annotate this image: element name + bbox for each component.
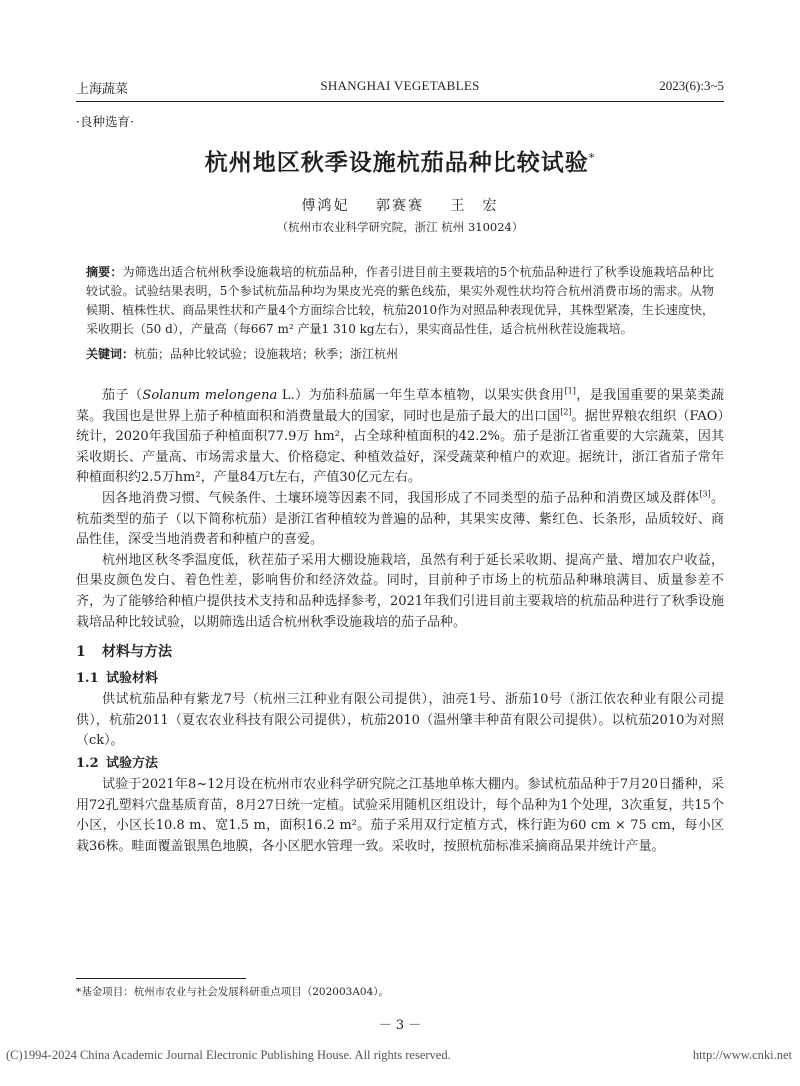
abstract-text: 为筛选出适合杭州秋季设施栽培的杭茄品种，作者引进目前主要栽培的5个杭茄品种进行了秋季设施栽培品种比较试验。试验结果表明，5个参试杭茄品种均为果皮光亮的紫色线茄，果实外观性状均符合杭州消费市场的需求。从物候期、植株性状、商品果性状和产量4个方面综合比较，杭茄2010作为对照品种表现优异，其株型紧凑，生长速度快，采收期长（50 d），产量高（每667 m² 产量1 310 kg左右），果实商品性佳，适合杭州秋茬设施栽培。: [86, 265, 714, 336]
subsection-title: 试验材料: [106, 671, 159, 687]
title-footnote-mark: *: [588, 151, 596, 165]
text-run: 。杭茄类型的茄子（以下简称杭茄）是浙江省种植较为普遍的品种，其果实皮薄、紫红色、长条形，品质较好、商品性佳，深受当地消费者和种植户的喜爱。: [76, 490, 724, 548]
journal-name-en: SHANGHAI VEGETABLES: [320, 78, 480, 93]
subsection-title: 试验方法: [106, 755, 159, 771]
header-rule: [76, 101, 724, 102]
cnki-link[interactable]: http://www.cnki.net: [692, 1048, 792, 1062]
subsection-heading: [76, 669, 724, 689]
text-run: 。据世界粮农组织（FAO）统计，2020年我国茄子种植面积77.9万 hm²，占全球种植面积的42.2%。茄子是浙江省重要的大宗蔬菜，因其采收期长、产量高、市场需求量大、价格稳定、种植效益好，深受蔬菜种植户的欢迎。据统计，浙江省茄子常年种植面积约2.5万hm²，产量84万t左右，产值30亿元左右。: [76, 408, 724, 486]
journal-name-cn: 上海蔬菜: [76, 82, 129, 97]
subsection-heading: [76, 754, 724, 774]
latin-name: Solanum melongena: [142, 388, 278, 403]
author: 郭赛赛: [376, 198, 424, 214]
materials-paragraph: 供试杭茄品种有紫龙7号（杭州三江种业有限公司提供），油亮1号、浙茄10号（浙江依农种业有限公司提供），杭茄2011（夏农农业科技有限公司提供），杭茄2010（温州肇丰种苗有限公司提供）。以杭茄2010为对照（ck）。: [76, 692, 724, 749]
section-tag: ·良种选育·: [76, 114, 134, 129]
page-number: － 3 －: [378, 1018, 422, 1033]
abstract-label: 摘要：: [86, 265, 123, 279]
section-number: 1: [76, 644, 86, 661]
intro-paragraph: [76, 489, 724, 551]
section-heading: [76, 641, 724, 663]
subsection-number: 1.1: [76, 671, 99, 687]
author: 傅鸿妃: [301, 198, 350, 214]
article-body: [76, 386, 724, 857]
text-run: 因各地消费习惯、气候条件、土壤环境等因素不同，我国形成了不同类型的茄子品种和消费区域及群体: [102, 490, 700, 506]
author-list: [76, 195, 724, 215]
article-title: [76, 144, 724, 177]
keywords-text: 杭茄；品种比较试验；设施栽培；秋季；浙江杭州: [134, 347, 399, 361]
affiliation: （杭州市农业科学研究院，浙江 杭州 310024）: [276, 220, 524, 234]
text-run: 茄子（: [102, 388, 143, 403]
running-header: [76, 78, 724, 98]
methods-paragraph: 试验于2021年8~12月设在杭州市农业科学研究院之江基地单栋大棚内。参试杭茄品种于7月20日播种，采用72孔塑料穴盘基质育苗，8月27日统一定植。试验采用随机区组设计，每个品种为1个处理，3次重复，共15个小区，小区长10.8 m、宽1.5 m，面积16.2 m²。茄子采用双行定植方式，株行距为60 cm × 75 cm，每小区栽36株。畦面覆盖银黑色地膜，各小区肥水管理一致。采收时，按照杭茄标准采摘商品果并统计产量。: [76, 776, 724, 854]
funding-footnote: *基金项目：杭州市农业与社会发展科研重点项目（202003A04）。: [76, 986, 390, 998]
issue-info: 2023(6):3~5: [659, 78, 724, 93]
text-run: L.）为茄科茄属一年生草本植物，以果实供食用: [277, 388, 565, 403]
abstract-block: [76, 263, 724, 364]
copyright-text: (C)1994-2024 China Academic Journal Electronic Publishing House. All rights reserved.: [6, 1048, 451, 1062]
footnote-rule: [76, 978, 246, 979]
citation-ref[interactable]: [2]: [560, 407, 572, 417]
article-column: [76, 112, 724, 857]
citation-ref[interactable]: [3]: [699, 489, 711, 499]
keywords-label: 关键词：: [86, 347, 135, 361]
subsection-number: 1.2: [76, 755, 99, 771]
section-title: 材料与方法: [102, 644, 172, 661]
author: 王 宏: [450, 198, 499, 214]
intro-paragraph: [76, 386, 724, 489]
citation-ref[interactable]: [1]: [564, 386, 576, 396]
title-text: 杭州地区秋季设施杭茄品种比较试验: [204, 149, 589, 176]
abstract: [86, 263, 714, 339]
intro-paragraph: 杭州地区秋冬季温度低，秋茬茄子采用大棚设施栽培，虽然有利于延长采收期、提高产量、增加农户收益，但果皮颜色发白、着色性差，影响售价和经济效益。同时，目前种子市场上的杭茄品种琳琅满目、质量参差不齐，为了能够给种植户提供技术支持和品种选择参考，2021年我们引进目前主要栽培的杭茄品种进行了秋季设施栽培品种比较试验，以期筛选出适合杭州秋季设施栽培的茄子品种。: [76, 552, 724, 630]
text-run: ，是我国重要的果菜类蔬菜。我国也是世界上茄子种植面积和消费量最大的国家，同时也是茄子最大的出口国: [76, 388, 724, 424]
keywords: [86, 345, 714, 364]
